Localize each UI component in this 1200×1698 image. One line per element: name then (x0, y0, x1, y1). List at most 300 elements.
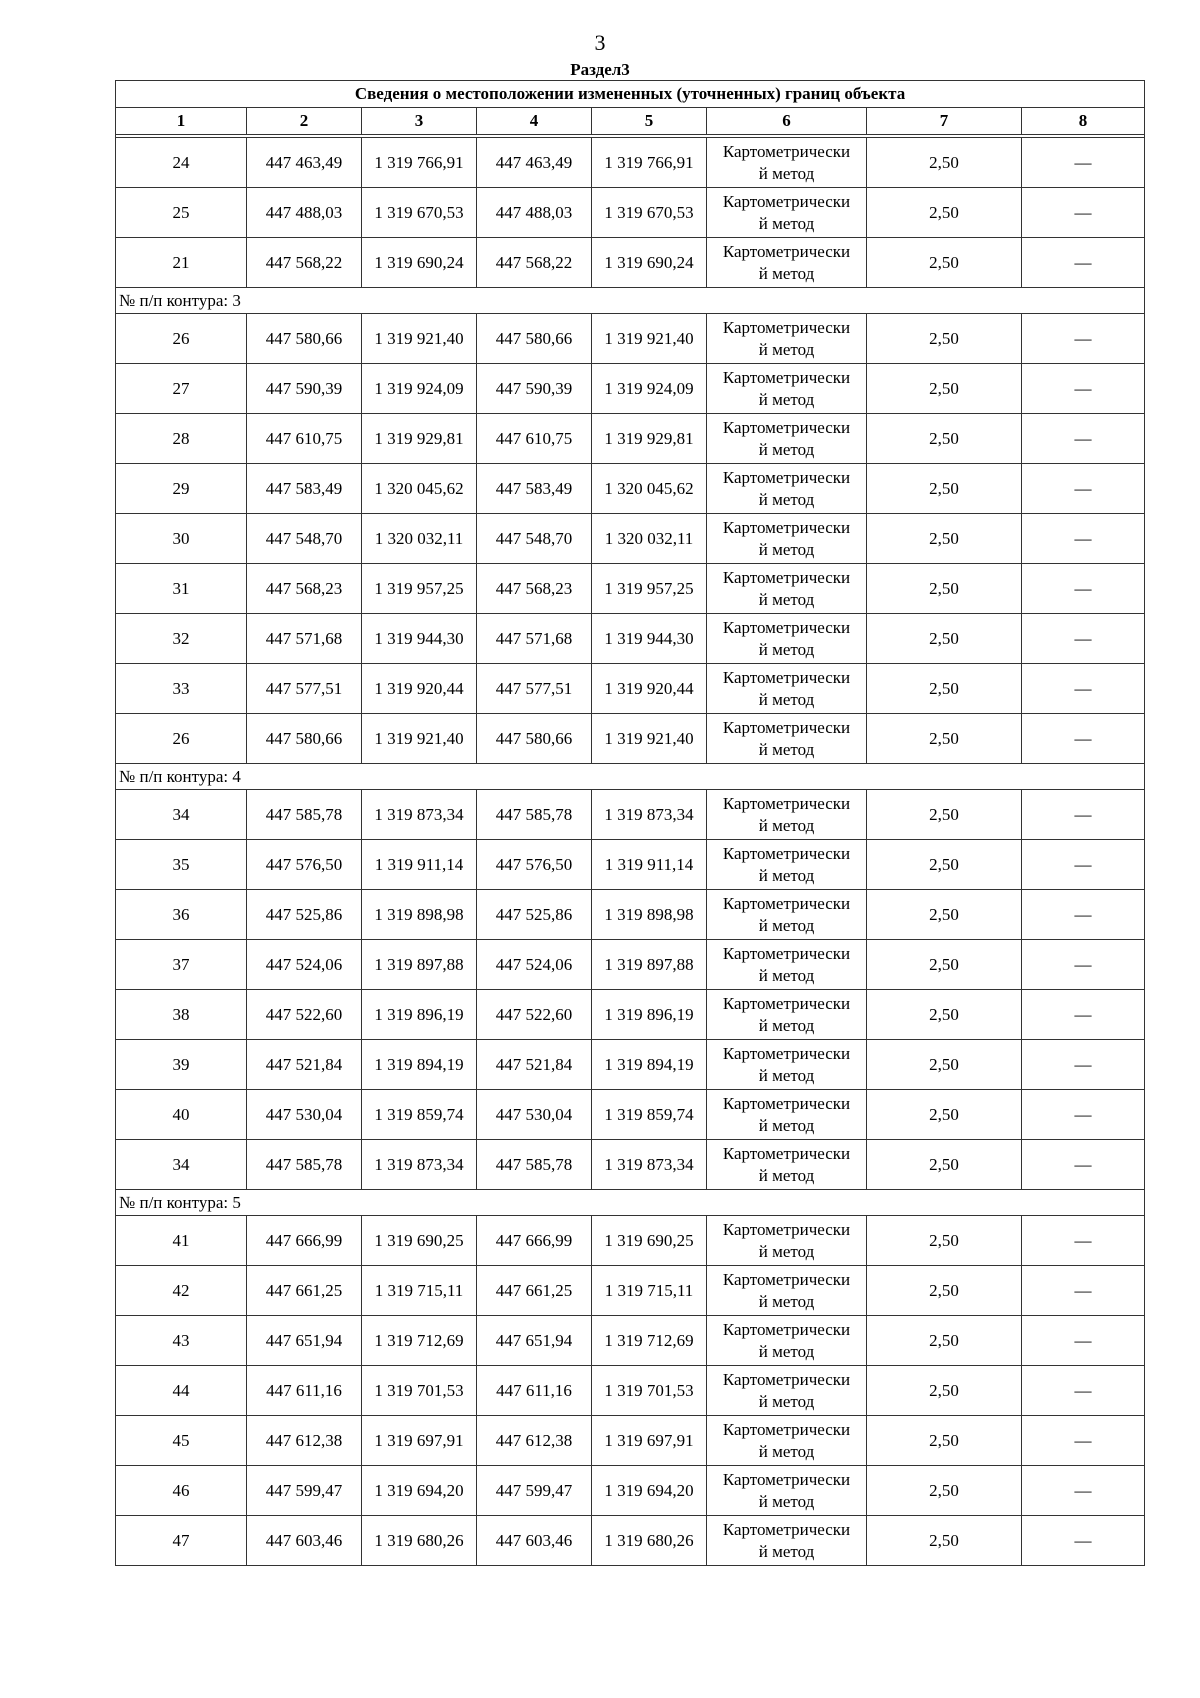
point-number: 46 (116, 1466, 247, 1516)
point-number: 28 (116, 414, 247, 464)
accuracy-value: 2,50 (867, 890, 1022, 940)
contour-header-row (116, 1190, 1145, 1216)
table-row (116, 890, 1145, 940)
y-coordinate-existing: 1 319 712,69 (362, 1316, 477, 1366)
y-coordinate-existing: 1 319 670,53 (362, 188, 477, 238)
method-text: й метод (758, 689, 815, 709)
x-coordinate-refined: 447 525,86 (477, 890, 592, 940)
table-row (116, 1266, 1145, 1316)
x-coordinate-refined: 447 522,60 (477, 990, 592, 1040)
y-coordinate-existing: 1 319 957,25 (362, 564, 477, 614)
table-row (116, 1366, 1145, 1416)
method-text: Картометрически (722, 943, 851, 963)
point-number: 38 (116, 990, 247, 1040)
method-text: й метод (758, 263, 815, 283)
y-coordinate-refined: 1 319 924,09 (592, 364, 707, 414)
point-number: 34 (116, 790, 247, 840)
table-row (116, 990, 1145, 1040)
y-coordinate-existing: 1 319 897,88 (362, 940, 477, 990)
y-coordinate-refined: 1 319 929,81 (592, 414, 707, 464)
x-coordinate-existing: 447 585,78 (247, 1140, 362, 1190)
x-coordinate-existing: 447 577,51 (247, 664, 362, 714)
accuracy-value: 2,50 (867, 790, 1022, 840)
y-coordinate-existing: 1 319 920,44 (362, 664, 477, 714)
x-coordinate-refined: 447 603,46 (477, 1516, 592, 1566)
contour-label: № п/п контура: 3 (116, 288, 1145, 314)
method-text: Картометрически (722, 843, 851, 863)
y-coordinate-refined: 1 319 712,69 (592, 1316, 707, 1366)
method-text: й метод (758, 339, 815, 359)
method-cell (707, 514, 867, 564)
x-coordinate-existing: 447 585,78 (247, 790, 362, 840)
column-number: 5 (592, 108, 707, 135)
x-coordinate-refined: 447 580,66 (477, 314, 592, 364)
method-text: Картометрически (722, 367, 851, 387)
y-coordinate-existing: 1 319 924,09 (362, 364, 477, 414)
y-coordinate-refined: 1 319 957,25 (592, 564, 707, 614)
table-row (116, 564, 1145, 614)
point-number: 33 (116, 664, 247, 714)
point-number: 30 (116, 514, 247, 564)
method-text: Картометрически (722, 1043, 851, 1063)
contour-label: № п/п контура: 5 (116, 1190, 1145, 1216)
table-row (116, 664, 1145, 714)
table-row (116, 1040, 1145, 1090)
method-text: й метод (758, 1165, 815, 1185)
x-coordinate-existing: 447 610,75 (247, 414, 362, 464)
accuracy-value: 2,50 (867, 1216, 1022, 1266)
description-cell: — (1022, 664, 1145, 714)
x-coordinate-refined: 447 583,49 (477, 464, 592, 514)
method-text: Картометрически (722, 191, 851, 211)
x-coordinate-existing: 447 522,60 (247, 990, 362, 1040)
column-number: 4 (477, 108, 592, 135)
point-number: 47 (116, 1516, 247, 1566)
y-coordinate-refined: 1 319 701,53 (592, 1366, 707, 1416)
x-coordinate-refined: 447 521,84 (477, 1040, 592, 1090)
description-cell: — (1022, 890, 1145, 940)
point-number: 43 (116, 1316, 247, 1366)
y-coordinate-refined: 1 319 896,19 (592, 990, 707, 1040)
x-coordinate-existing: 447 524,06 (247, 940, 362, 990)
point-number: 26 (116, 314, 247, 364)
description-cell: — (1022, 564, 1145, 614)
table-row (116, 464, 1145, 514)
description-cell: — (1022, 238, 1145, 288)
y-coordinate-existing: 1 319 911,14 (362, 840, 477, 890)
x-coordinate-existing: 447 530,04 (247, 1090, 362, 1140)
accuracy-value: 2,50 (867, 1516, 1022, 1566)
method-text: й метод (758, 965, 815, 985)
accuracy-value: 2,50 (867, 564, 1022, 614)
y-coordinate-refined: 1 319 873,34 (592, 790, 707, 840)
section-title: Раздел3 (570, 60, 630, 79)
description-cell: — (1022, 1140, 1145, 1190)
contour-header-row (116, 764, 1145, 790)
y-coordinate-refined: 1 319 898,98 (592, 890, 707, 940)
method-text: й метод (758, 1441, 815, 1461)
table-row (116, 414, 1145, 464)
table-row (116, 314, 1145, 364)
table-row (116, 188, 1145, 238)
description-cell: — (1022, 414, 1145, 464)
method-cell (707, 1266, 867, 1316)
y-coordinate-existing: 1 319 680,26 (362, 1516, 477, 1566)
method-text: й метод (758, 1491, 815, 1511)
method-cell (707, 840, 867, 890)
x-coordinate-existing: 447 583,49 (247, 464, 362, 514)
x-coordinate-existing: 447 568,22 (247, 238, 362, 288)
method-text: й метод (758, 389, 815, 409)
x-coordinate-existing: 447 599,47 (247, 1466, 362, 1516)
method-text: Картометрически (722, 793, 851, 813)
table-row (116, 940, 1145, 990)
table-row (116, 1416, 1145, 1466)
y-coordinate-refined: 1 319 921,40 (592, 314, 707, 364)
x-coordinate-refined: 447 568,23 (477, 564, 592, 614)
accuracy-value: 2,50 (867, 414, 1022, 464)
contour-header-row (116, 288, 1145, 314)
accuracy-value: 2,50 (867, 664, 1022, 714)
method-text: Картометрически (722, 417, 851, 437)
description-cell: — (1022, 990, 1145, 1040)
method-text: й метод (758, 865, 815, 885)
x-coordinate-existing: 447 611,16 (247, 1366, 362, 1416)
x-coordinate-refined: 447 524,06 (477, 940, 592, 990)
y-coordinate-refined: 1 319 897,88 (592, 940, 707, 990)
y-coordinate-existing: 1 319 766,91 (362, 138, 477, 188)
y-coordinate-existing: 1 319 690,25 (362, 1216, 477, 1266)
accuracy-value: 2,50 (867, 1366, 1022, 1416)
method-text: Картометрически (722, 1143, 851, 1163)
accuracy-value: 2,50 (867, 940, 1022, 990)
description-cell: — (1022, 188, 1145, 238)
description-cell: — (1022, 714, 1145, 764)
accuracy-value: 2,50 (867, 314, 1022, 364)
method-cell (707, 238, 867, 288)
method-cell (707, 614, 867, 664)
method-text: Картометрически (722, 567, 851, 587)
method-cell (707, 940, 867, 990)
x-coordinate-existing: 447 576,50 (247, 840, 362, 890)
table-row (116, 614, 1145, 664)
x-coordinate-existing: 447 571,68 (247, 614, 362, 664)
method-cell (707, 1090, 867, 1140)
table-row (116, 1516, 1145, 1566)
method-text: Картометрически (722, 1469, 851, 1489)
method-text: Картометрически (722, 1319, 851, 1339)
point-number: 37 (116, 940, 247, 990)
method-cell (707, 564, 867, 614)
y-coordinate-refined: 1 319 873,34 (592, 1140, 707, 1190)
y-coordinate-refined: 1 319 670,53 (592, 188, 707, 238)
method-text: й метод (758, 489, 815, 509)
method-text: Картометрически (722, 1369, 851, 1389)
y-coordinate-refined: 1 319 766,91 (592, 138, 707, 188)
method-cell (707, 464, 867, 514)
y-coordinate-existing: 1 319 894,19 (362, 1040, 477, 1090)
description-cell: — (1022, 1090, 1145, 1140)
point-number: 40 (116, 1090, 247, 1140)
table-row (116, 514, 1145, 564)
y-coordinate-refined: 1 319 944,30 (592, 614, 707, 664)
point-number: 39 (116, 1040, 247, 1090)
column-number: 6 (707, 108, 867, 135)
x-coordinate-existing: 447 488,03 (247, 188, 362, 238)
x-coordinate-existing: 447 612,38 (247, 1416, 362, 1466)
y-coordinate-refined: 1 320 045,62 (592, 464, 707, 514)
accuracy-value: 2,50 (867, 514, 1022, 564)
description-cell: — (1022, 790, 1145, 840)
x-coordinate-refined: 447 590,39 (477, 364, 592, 414)
description-cell: — (1022, 514, 1145, 564)
x-coordinate-refined: 447 576,50 (477, 840, 592, 890)
table-row (116, 238, 1145, 288)
point-number: 41 (116, 1216, 247, 1266)
y-coordinate-refined: 1 319 911,14 (592, 840, 707, 890)
y-coordinate-refined: 1 319 697,91 (592, 1416, 707, 1466)
y-coordinate-existing: 1 319 898,98 (362, 890, 477, 940)
method-text: й метод (758, 213, 815, 233)
x-coordinate-refined: 447 577,51 (477, 664, 592, 714)
y-coordinate-refined: 1 319 680,26 (592, 1516, 707, 1566)
column-number: 8 (1022, 108, 1145, 135)
point-number: 25 (116, 188, 247, 238)
point-number: 26 (116, 714, 247, 764)
accuracy-value: 2,50 (867, 990, 1022, 1040)
y-coordinate-existing: 1 319 873,34 (362, 1140, 477, 1190)
x-coordinate-existing: 447 603,46 (247, 1516, 362, 1566)
method-cell (707, 1516, 867, 1566)
column-number: 1 (116, 108, 247, 135)
method-text: й метод (758, 1065, 815, 1085)
description-cell: — (1022, 464, 1145, 514)
method-cell (707, 890, 867, 940)
method-text: Картометрически (722, 617, 851, 637)
method-text: Картометрически (722, 667, 851, 687)
method-text: й метод (758, 1241, 815, 1261)
method-cell (707, 1216, 867, 1266)
method-text: й метод (758, 1015, 815, 1035)
x-coordinate-existing: 447 590,39 (247, 364, 362, 414)
description-cell: — (1022, 1216, 1145, 1266)
method-text: й метод (758, 1541, 815, 1561)
table-row (116, 138, 1145, 188)
point-number: 32 (116, 614, 247, 664)
table-row (116, 714, 1145, 764)
x-coordinate-refined: 447 611,16 (477, 1366, 592, 1416)
method-text: Картометрически (722, 1269, 851, 1289)
y-coordinate-refined: 1 319 921,40 (592, 714, 707, 764)
description-cell: — (1022, 1466, 1145, 1516)
point-number: 29 (116, 464, 247, 514)
point-number: 35 (116, 840, 247, 890)
method-cell (707, 1316, 867, 1366)
method-text: Картометрически (722, 517, 851, 537)
description-cell: — (1022, 840, 1145, 890)
method-text: й метод (758, 1391, 815, 1411)
x-coordinate-refined: 447 651,94 (477, 1316, 592, 1366)
y-coordinate-existing: 1 319 921,40 (362, 314, 477, 364)
accuracy-value: 2,50 (867, 1316, 1022, 1366)
table-row (116, 1140, 1145, 1190)
x-coordinate-existing: 447 661,25 (247, 1266, 362, 1316)
point-number: 27 (116, 364, 247, 414)
description-cell: — (1022, 1366, 1145, 1416)
y-coordinate-existing: 1 319 944,30 (362, 614, 477, 664)
description-cell: — (1022, 1316, 1145, 1366)
method-text: Картометрически (722, 893, 851, 913)
method-text: й метод (758, 739, 815, 759)
x-coordinate-refined: 447 488,03 (477, 188, 592, 238)
method-text: Картометрически (722, 1219, 851, 1239)
accuracy-value: 2,50 (867, 138, 1022, 188)
x-coordinate-existing: 447 580,66 (247, 714, 362, 764)
table-row (116, 364, 1145, 414)
accuracy-value: 2,50 (867, 1040, 1022, 1090)
method-cell (707, 1040, 867, 1090)
method-text: Картометрически (722, 1419, 851, 1439)
y-coordinate-existing: 1 320 032,11 (362, 514, 477, 564)
x-coordinate-refined: 447 585,78 (477, 790, 592, 840)
table-row (116, 1090, 1145, 1140)
accuracy-value: 2,50 (867, 1266, 1022, 1316)
contour-label: № п/п контура: 4 (116, 764, 1145, 790)
x-coordinate-refined: 447 610,75 (477, 414, 592, 464)
method-cell (707, 364, 867, 414)
y-coordinate-refined: 1 319 715,11 (592, 1266, 707, 1316)
x-coordinate-refined: 447 585,78 (477, 1140, 592, 1190)
table-row (116, 1316, 1145, 1366)
x-coordinate-existing: 447 568,23 (247, 564, 362, 614)
method-cell (707, 1416, 867, 1466)
accuracy-value: 2,50 (867, 364, 1022, 414)
x-coordinate-refined: 447 599,47 (477, 1466, 592, 1516)
method-text: й метод (758, 1115, 815, 1135)
x-coordinate-refined: 447 612,38 (477, 1416, 592, 1466)
method-cell (707, 714, 867, 764)
method-text: й метод (758, 915, 815, 935)
point-number: 42 (116, 1266, 247, 1316)
point-number: 36 (116, 890, 247, 940)
y-coordinate-existing: 1 319 697,91 (362, 1416, 477, 1466)
x-coordinate-existing: 447 525,86 (247, 890, 362, 940)
method-cell (707, 314, 867, 364)
accuracy-value: 2,50 (867, 714, 1022, 764)
x-coordinate-refined: 447 463,49 (477, 138, 592, 188)
description-cell: — (1022, 1266, 1145, 1316)
description-cell: — (1022, 364, 1145, 414)
description-cell: — (1022, 1416, 1145, 1466)
accuracy-value: 2,50 (867, 1416, 1022, 1466)
method-text: й метод (758, 439, 815, 459)
x-coordinate-refined: 447 530,04 (477, 1090, 592, 1140)
y-coordinate-existing: 1 319 873,34 (362, 790, 477, 840)
y-coordinate-refined: 1 319 894,19 (592, 1040, 707, 1090)
y-coordinate-refined: 1 319 690,25 (592, 1216, 707, 1266)
method-cell (707, 138, 867, 188)
y-coordinate-existing: 1 319 896,19 (362, 990, 477, 1040)
y-coordinate-existing: 1 319 701,53 (362, 1366, 477, 1416)
description-cell: — (1022, 940, 1145, 990)
y-coordinate-existing: 1 319 715,11 (362, 1266, 477, 1316)
y-coordinate-existing: 1 319 859,74 (362, 1090, 477, 1140)
y-coordinate-existing: 1 320 045,62 (362, 464, 477, 514)
method-cell (707, 1140, 867, 1190)
page-number: 3 (594, 30, 606, 55)
description-cell: — (1022, 614, 1145, 664)
y-coordinate-refined: 1 319 859,74 (592, 1090, 707, 1140)
boundary-coordinates-table (115, 80, 1145, 1566)
accuracy-value: 2,50 (867, 1466, 1022, 1516)
method-cell (707, 1366, 867, 1416)
table-row (116, 840, 1145, 890)
table-caption: Сведения о местоположении измененных (уточненных) границ объекта (116, 81, 1145, 108)
x-coordinate-existing: 447 651,94 (247, 1316, 362, 1366)
x-coordinate-existing: 447 521,84 (247, 1040, 362, 1090)
method-text: Картометрически (722, 1519, 851, 1539)
description-cell: — (1022, 314, 1145, 364)
method-text: й метод (758, 1291, 815, 1311)
x-coordinate-existing: 447 463,49 (247, 138, 362, 188)
accuracy-value: 2,50 (867, 464, 1022, 514)
method-text: Картометрически (722, 1093, 851, 1113)
x-coordinate-refined: 447 568,22 (477, 238, 592, 288)
point-number: 24 (116, 138, 247, 188)
x-coordinate-refined: 447 661,25 (477, 1266, 592, 1316)
method-text: й метод (758, 539, 815, 559)
column-number-row (116, 108, 1145, 135)
method-text: й метод (758, 163, 815, 183)
description-cell: — (1022, 138, 1145, 188)
method-text: Картометрически (722, 717, 851, 737)
table-row (116, 1216, 1145, 1266)
method-cell (707, 790, 867, 840)
x-coordinate-existing: 447 580,66 (247, 314, 362, 364)
y-coordinate-refined: 1 319 920,44 (592, 664, 707, 714)
x-coordinate-existing: 447 666,99 (247, 1216, 362, 1266)
method-text: Картометрически (722, 241, 851, 261)
y-coordinate-existing: 1 319 929,81 (362, 414, 477, 464)
y-coordinate-refined: 1 319 690,24 (592, 238, 707, 288)
method-text: й метод (758, 589, 815, 609)
x-coordinate-refined: 447 571,68 (477, 614, 592, 664)
column-number: 2 (247, 108, 362, 135)
table-body (116, 138, 1145, 1566)
accuracy-value: 2,50 (867, 238, 1022, 288)
point-number: 31 (116, 564, 247, 614)
accuracy-value: 2,50 (867, 840, 1022, 890)
accuracy-value: 2,50 (867, 1140, 1022, 1190)
description-cell: — (1022, 1040, 1145, 1090)
description-cell: — (1022, 1516, 1145, 1566)
y-coordinate-existing: 1 319 690,24 (362, 238, 477, 288)
x-coordinate-existing: 447 548,70 (247, 514, 362, 564)
x-coordinate-refined: 447 666,99 (477, 1216, 592, 1266)
method-text: й метод (758, 815, 815, 835)
method-text: Картометрически (722, 993, 851, 1013)
accuracy-value: 2,50 (867, 188, 1022, 238)
method-cell (707, 188, 867, 238)
point-number: 21 (116, 238, 247, 288)
point-number: 45 (116, 1416, 247, 1466)
y-coordinate-refined: 1 320 032,11 (592, 514, 707, 564)
table-row (116, 1466, 1145, 1516)
y-coordinate-refined: 1 319 694,20 (592, 1466, 707, 1516)
method-cell (707, 414, 867, 464)
y-coordinate-existing: 1 319 694,20 (362, 1466, 477, 1516)
method-text: Картометрически (722, 141, 851, 161)
